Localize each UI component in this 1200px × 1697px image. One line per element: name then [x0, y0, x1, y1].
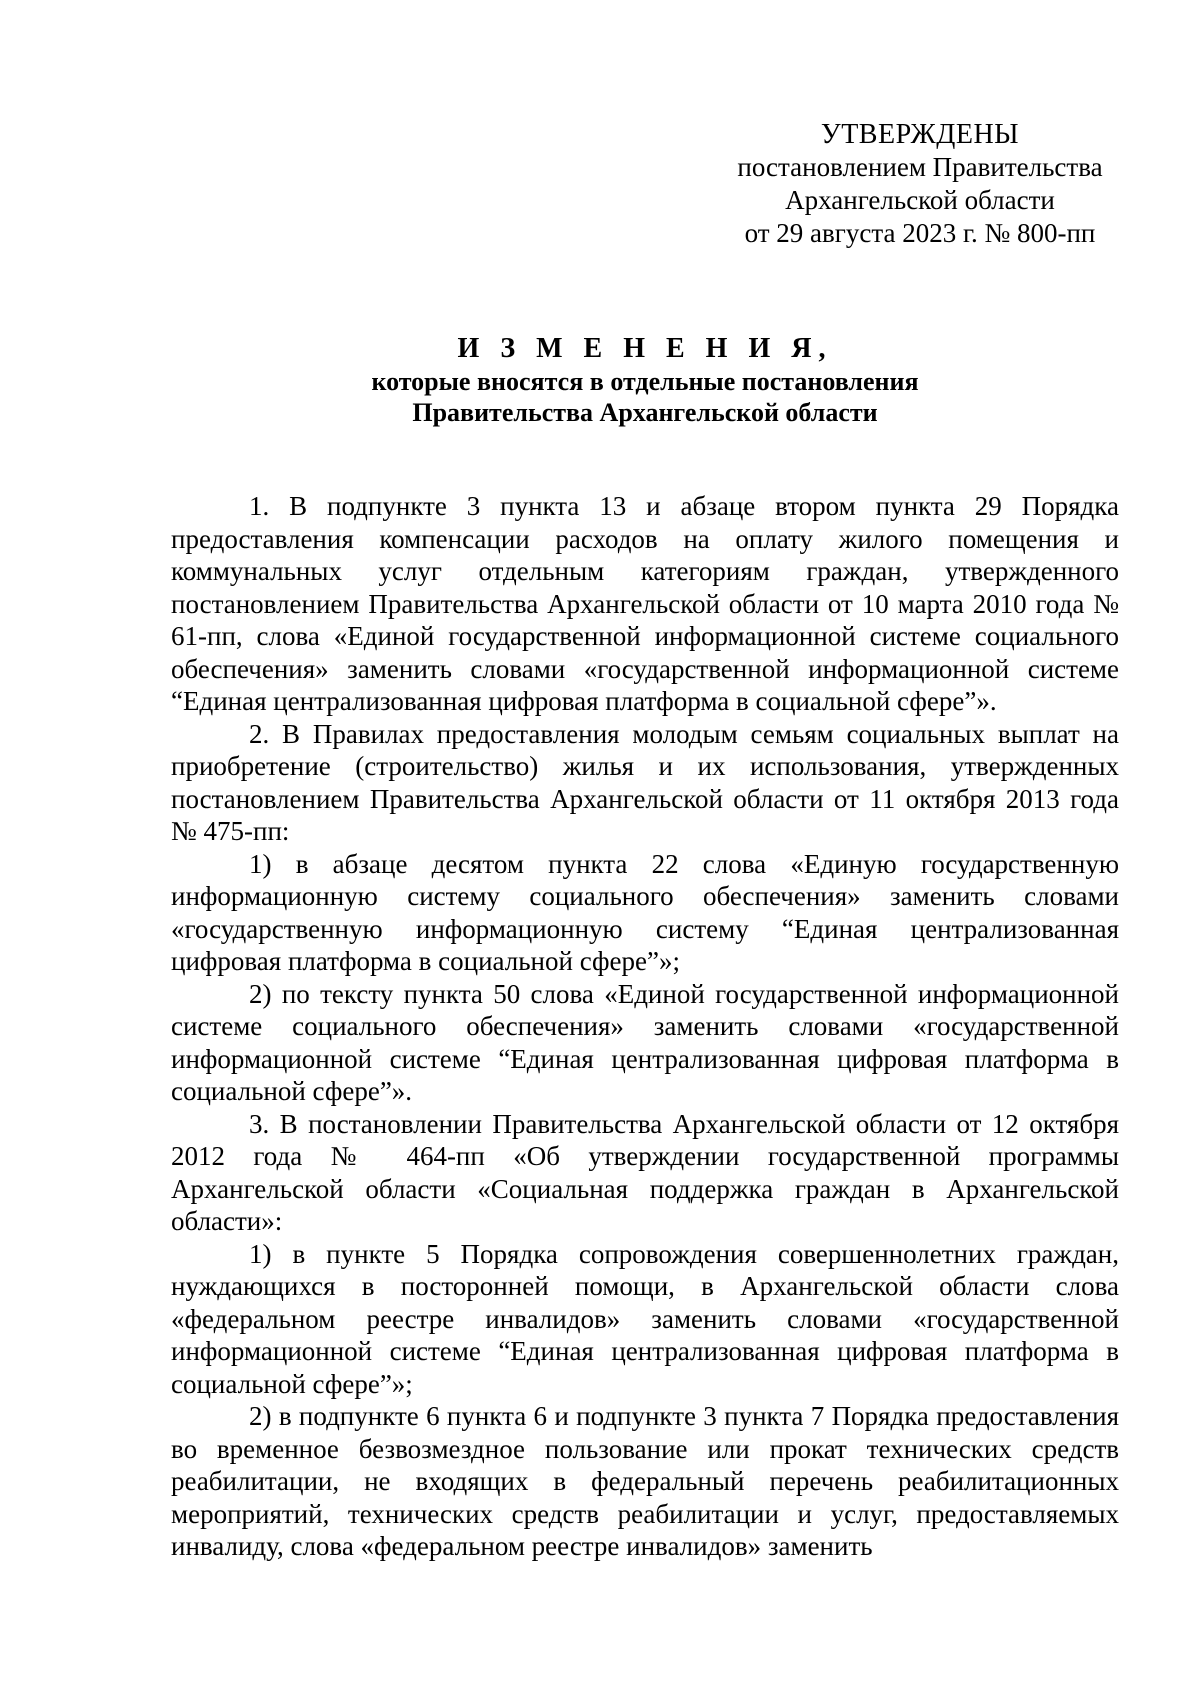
approval-heading: УТВЕРЖДЕНЫ — [820, 119, 1020, 150]
body-paragraph: 1) в абзаце десятом пункта 22 слова «Единую государственную информационную систему социального обеспечения» заменить словами «государственную информационную систему “Единая централизованная цифровая платформа в социальной сфере”»; — [171, 848, 1119, 976]
document-body — [171, 490, 1119, 1563]
approval-line: Архангельской области — [785, 185, 1055, 215]
body-paragraph: 2) по тексту пункта 50 слова «Единой государственной информационной системе социального обеспечения» заменить словами «государственной информационной системе “Единая централизованная цифровая платформа в социальной сфере”». — [171, 978, 1119, 1106]
title-heading: И З М Е Н Е Н И Я, — [457, 333, 833, 364]
body-paragraph: 1) в пункте 5 Порядка сопровождения совершеннолетних граждан, нуждающихся в посторонней помощи, в Архангельской области слова «федеральном реестре инвалидов» заменить словами «государственной информационной системе “Единая централизованная цифровая платформа в социальной сфере”»; — [171, 1238, 1119, 1399]
body-paragraph: 2. В Правилах предоставления молодым семьям социальных выплат на приобретение (строительство) жилья и их использования, утвержденных постановлением Правительства Архангельской области от 11 октября 2013 года № 475-пп: — [171, 718, 1119, 846]
title-subheading: которые вносятся в отдельные постановления — [371, 367, 919, 396]
title-subheading: Правительства Архангельской области — [412, 398, 878, 427]
body-paragraph: 3. В постановлении Правительства Архангельской области от 12 октября 2012 года № 464-пп «Об утверждении государственной программы Архангельской области «Социальная поддержка граждан в Архангельской области»: — [171, 1108, 1119, 1236]
document-title — [170, 332, 1120, 428]
approval-date-line: от 29 августа 2023 г. № 800-пп — [744, 218, 1096, 248]
approval-line: постановлением Правительства — [737, 152, 1103, 182]
body-paragraph: 2) в подпункте 6 пункта 6 и подпункте 3 пункта 7 Порядка предоставления во временное безвозмездное пользование или прокат технических средств реабилитации, не входящих в федеральный перечень реабилитационных мероприятий, технических средств реабилитации и услуг, предоставляемых инвалиду, слова «федеральном реестре инвалидов» заменить — [171, 1401, 1119, 1561]
body-paragraph: 1. В подпункте 3 пункта 13 и абзаце втором пункта 29 Порядка предоставления компенсации расходов на оплату жилого помещения и коммунальных услуг отдельным категориям граждан, утвержденного постановлением Правительства Архангельской области от 10 марта 2010 года № 61-пп, слова «Единой государственной информационной системе социального обеспечения» заменить словами «государственной информационной системе “Единая централизованная цифровая платформа в социальной сфере”». — [171, 491, 1119, 716]
approval-stamp — [720, 118, 1120, 250]
